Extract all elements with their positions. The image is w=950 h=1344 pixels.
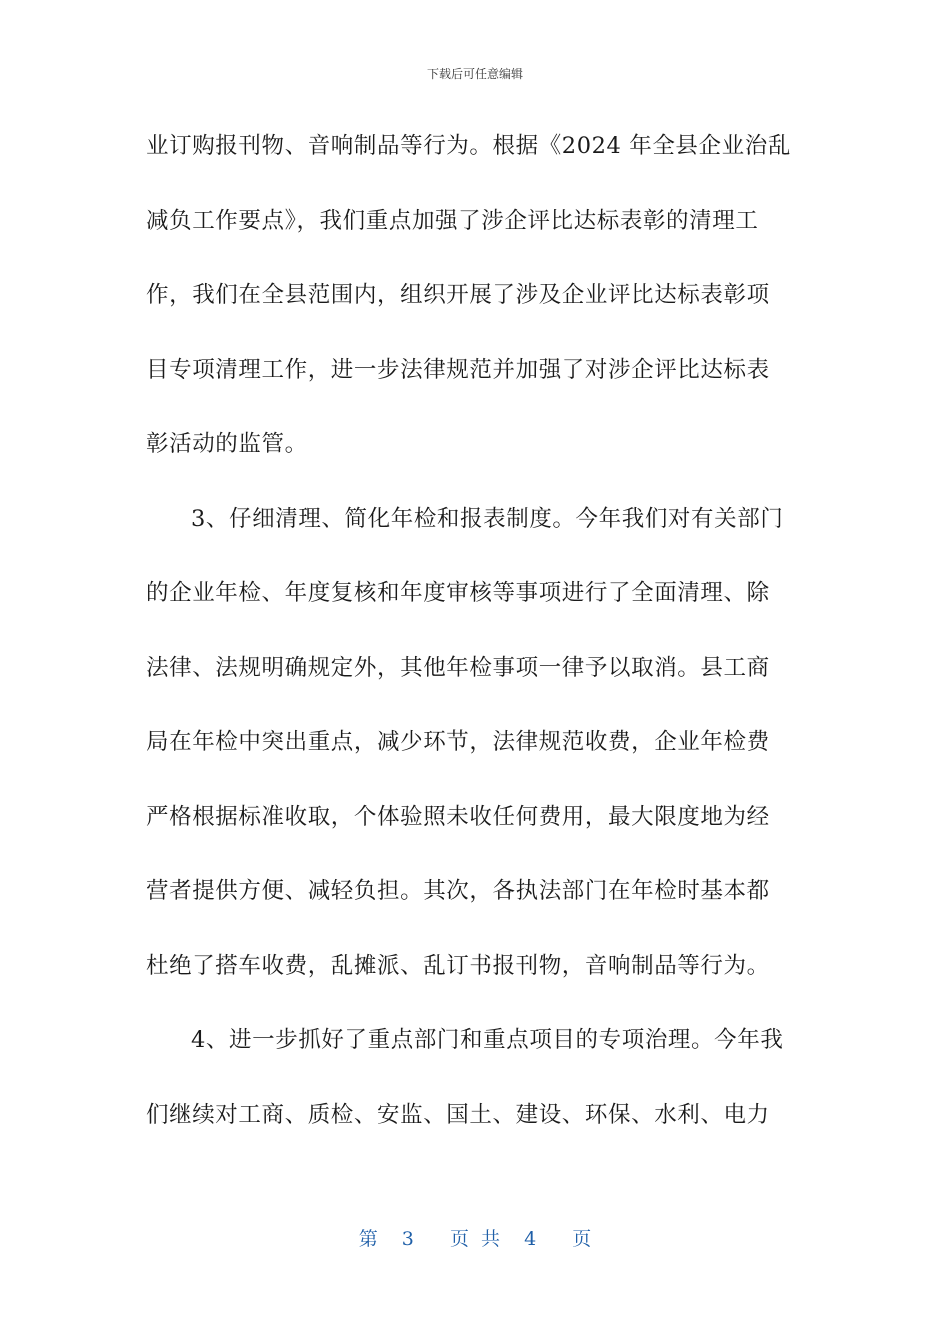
text-line: 法律、法规明确规定外，其他年检事项一律予以取消。县工商 [146,654,770,681]
text-line: 彰活动的监管。 [146,431,308,457]
text-line: 们继续对工商、质检、安监、国土、建设、环保、水利、电力 [146,1101,770,1128]
text-line: 目专项清理工作，进一步法律规范并加强了对涉企评比达标表 [146,356,770,383]
document-body [146,118,806,1161]
text-line: 营者提供方便、减轻负担。其次，各执法部门在年检时基本都 [146,878,770,904]
text-line: 减负工作要点》，我们重点加强了涉企评比达标表彰的清理工 [146,207,759,234]
page-header-note: 下载后可任意编辑 [426,67,523,81]
text-line: 局在年检中突出重点，减少环节，法律规范收费，企业年检费 [146,729,770,755]
text-line: 业订购报刊物、音响制品等行为。根据《2024 年全县企业治乱 [146,133,791,159]
text-line: 的企业年检、年度复核和年度审核等事项进行了全面清理、除 [146,580,770,606]
text-line: 杜绝了搭车收费，乱摊派、乱订书报刊物，音响制品等行为。 [146,952,770,979]
text-line: 严格根据标准收取，个体验照未收任何费用，最大限度地为经 [146,803,770,830]
page-number-footer: 第 3 页 共 4 页 [358,1228,592,1250]
paragraph-first-line: 3、仔细清理、简化年检和报表制度。今年我们对有关部门 [191,505,784,532]
text-line: 作，我们在全县范围内，组织开展了涉及企业评比达标表彰项 [146,282,770,308]
paragraph-first-line: 4、进一步抓好了重点部门和重点项目的专项治理。今年我 [191,1027,784,1053]
